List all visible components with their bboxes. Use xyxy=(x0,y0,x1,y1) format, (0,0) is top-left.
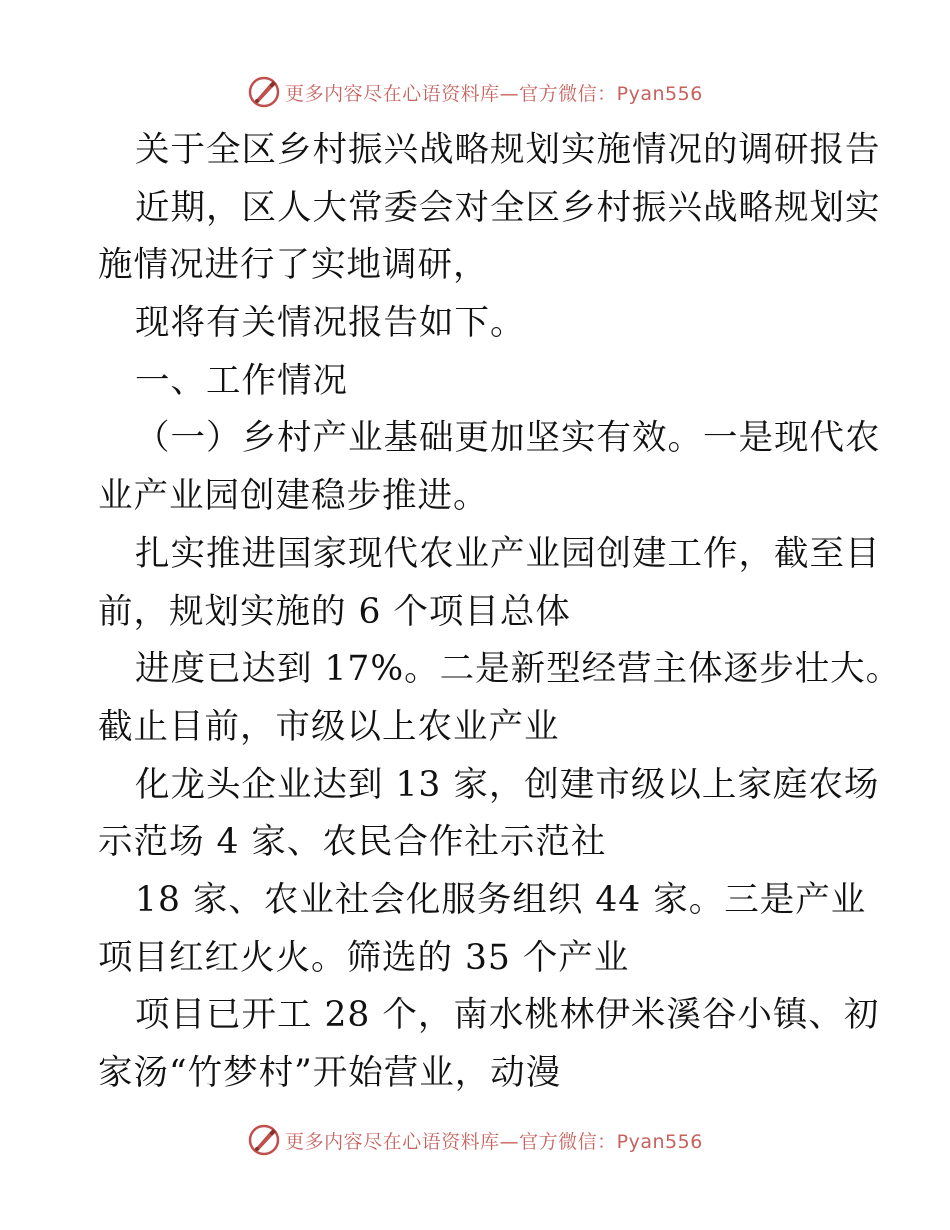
text-line: 化龙头企业达到 13 家，创建市级以上家庭农场 xyxy=(135,764,880,805)
text-line: 业产业园创建稳步推进。 xyxy=(98,476,489,517)
text-line: 前，规划实施的 6 个项目总体 xyxy=(98,591,571,632)
text-line: 示范场 4 家、农民合作社示范社 xyxy=(98,822,607,863)
footer-watermark xyxy=(0,1120,950,1160)
text-line: 一、工作情况 xyxy=(135,360,348,401)
text-line: 关于全区乡村振兴战略规划实施情况的调研报告 xyxy=(135,130,881,170)
document-body xyxy=(98,122,902,1103)
pen-seal-logo-icon xyxy=(247,75,281,109)
text-line: 项目已开工 28 个，南水桃林伊米溪谷小镇、初 xyxy=(135,995,880,1036)
watermark-text: 更多内容尽在心语资料库—官方微信：Pyan556 xyxy=(285,1130,703,1153)
text-line: 18 家、农业社会化服务组织 44 家。三是产业 xyxy=(135,879,867,920)
watermark-text: 更多内容尽在心语资料库—官方微信：Pyan556 xyxy=(285,82,703,105)
text-line: 进度已达到 17%。二是新型经营主体逐步壮大。 xyxy=(135,649,902,690)
text-line: 扎实推进国家现代农业产业园创建工作，截至目 xyxy=(135,533,881,574)
text-line: 施情况进行了实地调研， xyxy=(98,245,489,286)
text-line: （一）乡村产业基础更加坚实有效。一是现代农 xyxy=(135,418,881,459)
text-line: 现将有关情况报告如下。 xyxy=(135,303,526,344)
header-watermark xyxy=(0,72,950,112)
text-line: 家汤“竹梦村”开始营业，动漫 xyxy=(98,1053,562,1093)
text-line: 项目红红火火。筛选的 35 个产业 xyxy=(98,937,630,978)
text-line: 截止目前，市级以上农业产业 xyxy=(98,706,560,747)
text-line: 近期，区人大常委会对全区乡村振兴战略规划实 xyxy=(135,187,881,228)
pen-seal-logo-icon xyxy=(247,1123,281,1157)
